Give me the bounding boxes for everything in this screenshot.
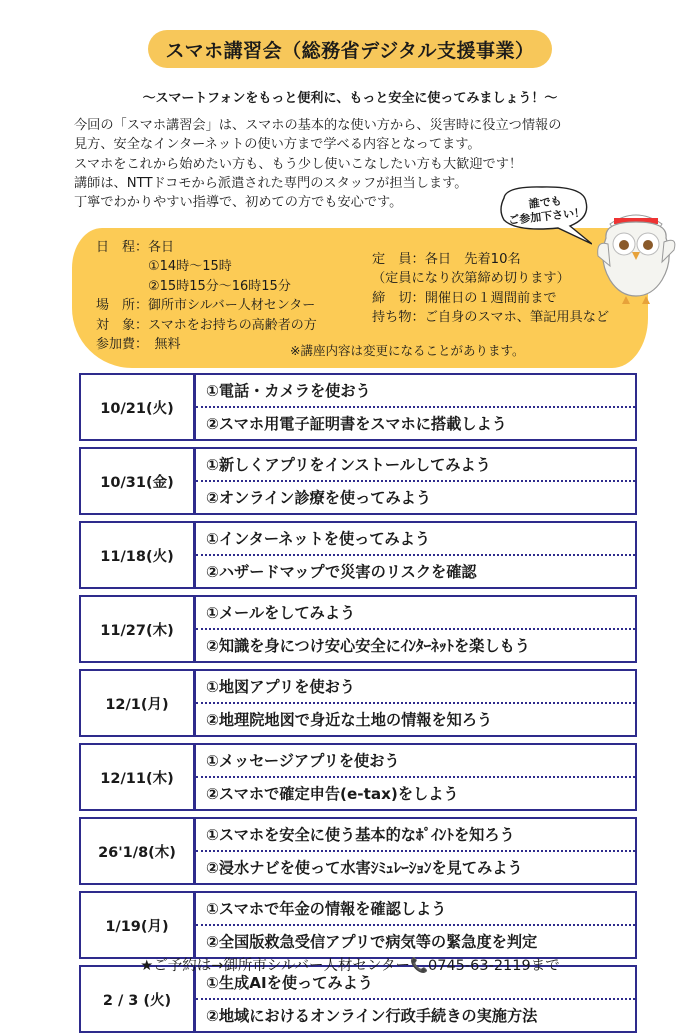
capacity: 定 員：各日 先着10名	[372, 252, 521, 267]
subtitle: 〜スマートフォンをもっと便利に、もっと安全に使ってみましょう！〜	[142, 91, 558, 106]
session-topic-1: ①メールをしてみよう	[195, 596, 637, 629]
capacity-note: （定員になり次第締め切ります）	[372, 271, 570, 287]
session-date: 10/21(火)	[80, 374, 195, 440]
session-topic-1: ①インターネットを使ってみよう	[195, 522, 637, 555]
row-gap	[80, 588, 636, 596]
belongings: 持ち物：ご自身のスマホ、筆記用具など	[372, 310, 610, 326]
schedule-label: 日 程：各日	[96, 240, 175, 255]
session-topic-2: ②スマホで確定申告(e-tax)をしよう	[195, 777, 637, 810]
page-title: スマホ講習会（総務省デジタル支援事業）	[148, 30, 552, 68]
session-date: 11/18(火)	[80, 522, 195, 588]
session-topic-1: ①スマホを安全に使う基本的なﾎﾟｲﾝﾄを知ろう	[195, 818, 637, 851]
session-topic-2: ②地域におけるオンライン行政手続きの実施方法	[195, 999, 637, 1032]
owl-mascot-icon	[596, 200, 676, 310]
session-date: 12/1(月)	[80, 670, 195, 736]
session-date: 1/19(月)	[80, 892, 195, 958]
target-audience: 対 象：スマホをお持ちの高齢者の方	[96, 317, 317, 333]
schedule-row	[80, 818, 636, 851]
fee: 参加費： 無料	[96, 337, 181, 353]
session-topic-2: ②全国版救急受信アプリで病気等の緊急度を判定	[195, 925, 637, 958]
intro-line: 講師は、NTTドコモから派遣された専門のスタッフが担当します。	[74, 175, 468, 191]
schedule-table	[79, 373, 637, 1033]
row-gap	[80, 736, 636, 744]
row-gap	[80, 662, 636, 670]
bubble-line: 誰でも	[528, 194, 563, 211]
venue: 場 所：御所市シルバー人材センター	[96, 298, 316, 314]
session-date: 12/11(木)	[80, 744, 195, 810]
intro-line: スマホをこれから始めたい方も、もう少し使いこなしたい方も大歓迎です！	[74, 156, 523, 172]
time-slot-1: ①14時〜15時	[96, 259, 232, 275]
info-right	[372, 250, 609, 328]
session-topic-2: ②ハザードマップで災害のリスクを確認	[195, 555, 637, 588]
intro-line: 見方、安全なインターネットの使い方まで学べる内容となってます。	[74, 137, 481, 153]
session-topic-1: ①地図アプリを使おう	[195, 670, 637, 703]
session-topic-1: ①生成AIを使ってみよう	[195, 966, 637, 999]
session-topic-2: ②知識を身につけ安心安全にｲﾝﾀｰﾈｯﾄを楽しもう	[195, 629, 637, 662]
session-topic-1: ①スマホで年金の情報を確認しよう	[195, 892, 637, 925]
info-left	[96, 238, 317, 354]
session-date: 10/31(金)	[80, 448, 195, 514]
session-topic-2: ②浸水ナビを使って水害ｼﾐｭﾚｰｼｮﾝを見てみよう	[195, 851, 637, 884]
row-gap	[80, 884, 636, 892]
time-slot-2: ②15時15分〜16時15分	[96, 278, 291, 294]
bubble-line: ご参加下さい！	[507, 205, 586, 227]
intro-line: 丁寧でわかりやすい指導で、初めての方でも安心です。	[74, 195, 403, 211]
schedule-row	[80, 374, 636, 407]
schedule-row	[80, 448, 636, 481]
row-gap	[80, 514, 636, 522]
session-date: 2 / 3 (火)	[80, 966, 195, 1032]
intro-line: 今回の「スマホ講習会」は、スマホの基本的な使い方から、災害時に役立つ情報の	[74, 118, 562, 133]
row-gap	[80, 440, 636, 448]
session-topic-2: ②地理院地図で身近な土地の情報を知ろう	[195, 703, 637, 736]
schedule-row	[80, 522, 636, 555]
schedule-row	[80, 744, 636, 777]
session-topic-2: ②オンライン診療を使ってみよう	[195, 481, 637, 514]
row-gap	[80, 810, 636, 818]
deadline: 締 切：開催日の１週間前まで	[372, 290, 557, 306]
schedule-row	[80, 892, 636, 925]
schedule-row	[80, 670, 636, 703]
session-date: 26'1/8(木)	[80, 818, 195, 884]
session-topic-1: ①新しくアプリをインストールしてみよう	[195, 448, 637, 481]
session-date: 11/27(木)	[80, 596, 195, 662]
session-topic-1: ①メッセージアプリを使おう	[195, 744, 637, 777]
session-topic-2: ②スマホ用電子証明書をスマホに搭載しよう	[195, 407, 637, 440]
change-note: ※講座内容は変更になることがあります。	[290, 343, 525, 358]
schedule-row	[80, 596, 636, 629]
session-topic-1: ①電話・カメラを使おう	[195, 374, 637, 407]
reservation-footer: ★ご予約は→御所市シルバー人材センター📞0745-63-2119まで	[140, 958, 560, 974]
